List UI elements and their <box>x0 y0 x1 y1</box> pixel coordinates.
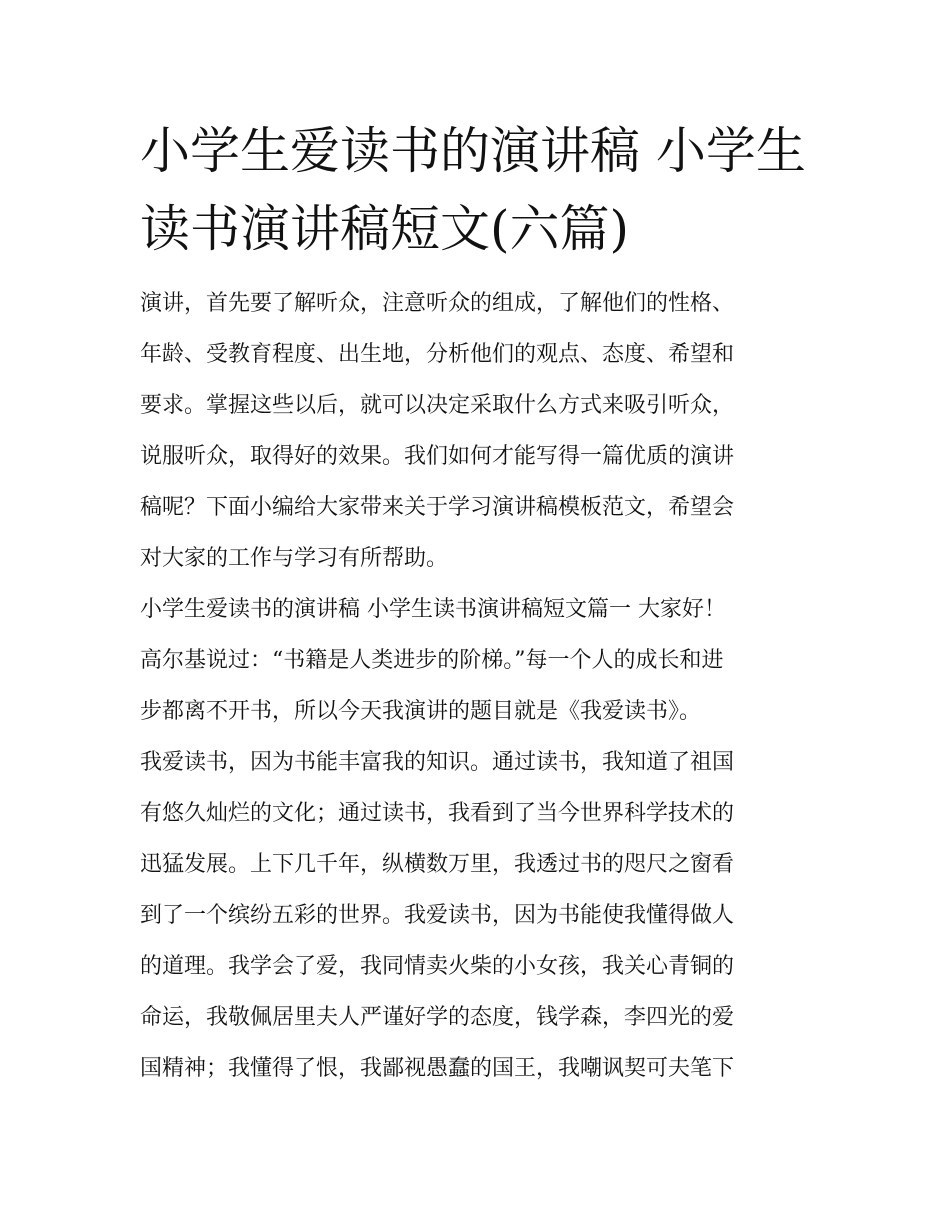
title-line-1: 小学生爱读书的演讲稿 小学生 <box>140 122 806 180</box>
body-line: 要求。掌握这些以后，就可以决定采取什么方式来吸引听众， <box>140 393 735 418</box>
document-title <box>140 112 820 268</box>
body-line: 高尔基说过：“书籍是人类进步的阶梯。”每一个人的成长和进 <box>140 648 724 673</box>
body-line: 迅猛发展。上下几千年，纵横数万里，我透过书的咫尺之窗看 <box>140 852 735 877</box>
body-line: 演讲，首先要了解听众，注意听众的组成，了解他们的性格、 <box>140 291 735 316</box>
body-line: 国精神；我懂得了恨，我鄙视愚蠢的国王，我嘲讽契可夫笔下 <box>140 1056 735 1081</box>
document-body <box>140 278 820 1094</box>
title-line-2: 读书演讲稿短文(六篇) <box>140 200 630 258</box>
body-line: 有悠久灿烂的文化；通过读书，我看到了当今世界科学技术的 <box>140 801 735 826</box>
body-line: 年龄、受教育程度、出生地，分析他们的观点、态度、希望和 <box>140 342 735 367</box>
body-line: 小学生爱读书的演讲稿 小学生读书演讲稿短文篇一 大家好！ <box>140 597 726 622</box>
body-line: 命运，我敬佩居里夫人严谨好学的态度，钱学森，李四光的爱 <box>140 1005 735 1030</box>
body-line: 对大家的工作与学习有所帮助。 <box>140 546 449 571</box>
body-line: 步都离不开书，所以今天我演讲的题目就是《我爱读书》。 <box>140 699 702 724</box>
body-line: 说服听众，取得好的效果。我们如何才能写得一篇优质的演讲 <box>140 444 735 469</box>
body-line: 的道理。我学会了爱，我同情卖火柴的小女孩，我关心青铜的 <box>140 954 735 979</box>
body-line: 到了一个缤纷五彩的世界。我爱读书，因为书能使我懂得做人 <box>140 903 735 928</box>
body-line: 稿呢？下面小编给大家带来关于学习演讲稿模板范文，希望会 <box>140 495 735 520</box>
body-line: 我爱读书，因为书能丰富我的知识。通过读书，我知道了祖国 <box>140 750 735 775</box>
